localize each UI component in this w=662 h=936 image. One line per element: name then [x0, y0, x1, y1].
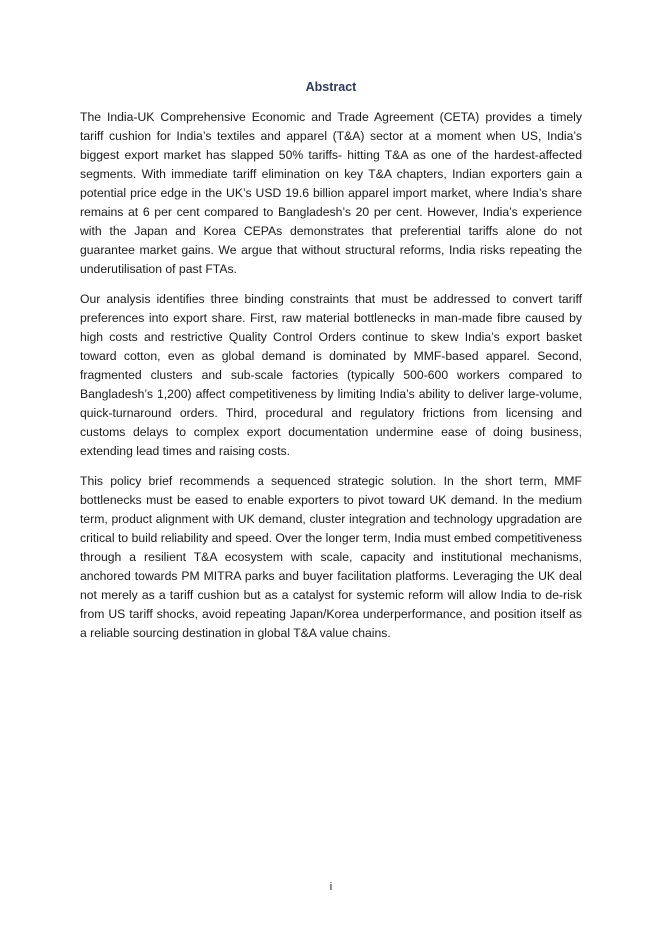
abstract-paragraph-3: This policy brief recommends a sequenced strategic solution. In the short term, MMF bottlenecks must be eased to enable exporters to pivot toward UK demand. In the medium term, product alignment with UK demand, cluster integration and technology upgradation are critical to build reliability and speed. Over the longer term, India must embed competitiveness through a resilient T&A ecosystem with scale, capacity and institutional mechanisms, anchored towards PM MITRA parks and buyer facilitation platforms. Leveraging the UK deal not merely as a tariff cushion but as a catalyst for systemic reform will allow India to de-risk from US tariff shocks, avoid repeating Japan/Korea underperformance, and position itself as a reliable sourcing destination in global T&A value chains.: [80, 474, 582, 640]
abstract-heading: Abstract: [305, 80, 357, 94]
page-number: i: [329, 881, 333, 893]
abstract-paragraph-2: Our analysis identifies three binding constraints that must be addressed to convert tariff preferences into export share. First, raw material bottlenecks in man-made fibre caused by high costs and restrictive Quality Control Orders continue to skew India’s export basket toward cotton, even as global demand is dominated by MMF-based apparel. Second, fragmented clusters and sub-scale factories (typically 500-600 workers compared to Bangladesh’s 1,200) affect competitiveness by limiting India’s ability to deliver large-volume, quick-turnaround orders. Third, procedural and regulatory frictions from licensing and customs delays to complex export documentation undermine ease of doing business, extending lead times and raising costs.: [80, 292, 582, 458]
abstract-paragraph-1: The India-UK Comprehensive Economic and Trade Agreement (CETA) provides a timely tariff cushion for India’s textiles and apparel (T&A) sector at a moment when US, India’s biggest export market has slapped 50% tariffs- hitting T&A as one of the hardest-affected segments. With immediate tariff elimination on key T&A chapters, Indian exporters gain a potential price edge in the UK’s USD 19.6 billion apparel import market, where India’s share remains at 6 per cent compared to Bangladesh’s 20 per cent. However, India’s experience with the Japan and Korea CEPAs demonstrates that preferential tariffs alone do not guarantee market gains. We argue that without structural reforms, India risks repeating the underutilisation of past FTAs.: [80, 110, 582, 276]
abstract-body: [80, 108, 582, 654]
